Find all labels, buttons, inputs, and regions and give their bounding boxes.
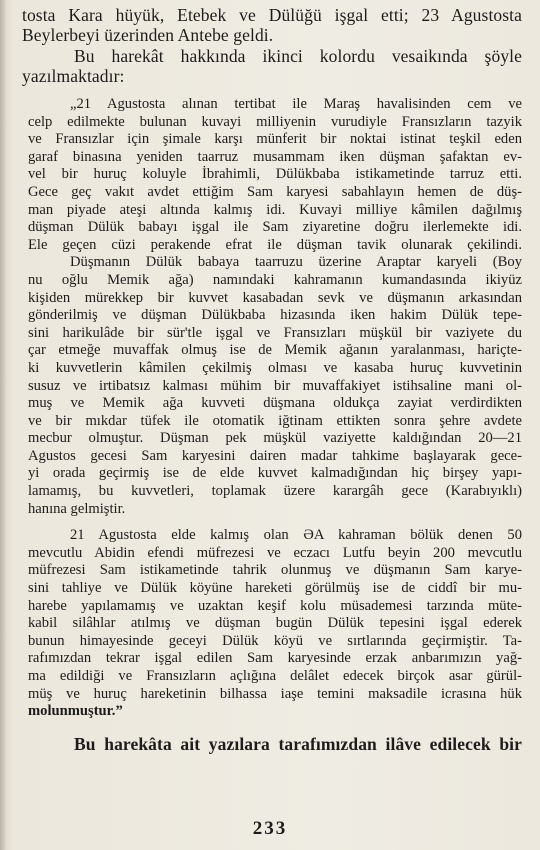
text-line: 21 Agustosta elde kalmış olan ƏA kahraman bölük denen 50 xyxy=(70,527,522,544)
page-number: 233 xyxy=(252,818,288,839)
text-line: vel bir huruç koluyle İbrahimli, Dülükbaba istikametinde tarruz etti. xyxy=(28,166,522,183)
text-line: man piyade ateşi altında kalmış idi. Kuvayi milliye kâmilen dağılmış xyxy=(28,201,522,218)
text-line: yi orada geçirmiş ise de elde kuvvet kalmadığından hiç birşey yapı- xyxy=(28,465,522,482)
text-line: tosta Kara hüyük, Etebek ve Dülüğü işgal etti; 23 Agustosta xyxy=(22,5,522,25)
text-line: lamamış, bu kuvvetleri, toplamak üzere karargâh gece (Karabıyıklı) xyxy=(28,483,522,500)
text-line: ve Fransızlar için şimale karşı münferit bir noktai istinat teşkil eden xyxy=(28,131,522,148)
text-line: susuz ve irtibatsız kalması mühim bir muvaffakiyet istihsaline mani ol- xyxy=(28,377,522,394)
final-paragraph xyxy=(22,735,522,755)
text-line: müfrezesi Sam istikametinde tahrik olunmuş ve düşmanın Sam karye- xyxy=(28,562,522,579)
text-line: sini harikulâde bir sür'tle işgal ve Fransızları müşkül bir vaziyete du xyxy=(28,324,522,341)
text-line: celp edilmekte bulunan kuvayi milliyenin vurudiyle Fransızların tazyik xyxy=(28,113,522,130)
text-line: gönderilmiş ve düşman Dülükbaba hizasında iken hakim Dülük tepe- xyxy=(28,307,522,324)
text-line: Beylerbeyi üzerinden Antebe geldi. xyxy=(22,24,274,45)
text-line: sini tahliye ve Dülük köyüne hareketi görülmüş ise de ciddî bir mu- xyxy=(28,580,522,597)
text-line: ki kuvvetlerin kâmilen çekilmiş olması ve kasaba huruç kuvvetinin xyxy=(28,359,522,376)
page-binding-edge xyxy=(0,0,6,850)
text-line: Bu harekât hakkında ikinci kolordu vesaikında şöyle xyxy=(74,46,522,66)
lead-paragraph xyxy=(22,47,522,67)
text-line: Bu harekâta ait yazılara tarafımızdan ilâve edilecek bir xyxy=(74,733,522,754)
text-line: ve bir mıkdar tüfek ile otomatik iğtinam ettikten sonra şehre avdete xyxy=(28,412,522,429)
text-line: Düşmanın Dülük babaya taarruzu üzerine Araptar karyeli (Boy xyxy=(70,254,522,271)
text-line: yazılmaktadır: xyxy=(22,65,125,86)
intro-paragraph xyxy=(22,6,522,45)
text-line: Ele geçen cüzi perakende efrat ile düşman tavik olunarak çekilindi. xyxy=(28,236,522,253)
text-line: çar etmeğe muvaffak olmuş ise de Memik ağanın yaralanması, hariçte- xyxy=(28,342,522,359)
text-line: düşman Dülük babayı işgal ile Sam ziyaretine doğru ilerlemekte idi. xyxy=(28,219,522,236)
text-line: bunun himayesinde geceyi Dülük köyü ve sırtlarında geçirmiştir. Ta- xyxy=(28,632,522,649)
text-line: muş ve Memik ağa kuvveti düşmana oldukça zayiat verdirdikten xyxy=(28,395,522,412)
text-line: garaf binasına yeniden taarruz musammam iken düşman şafaktan ev- xyxy=(28,148,522,165)
text-line: Gece geç vakıt avdet ettiğim Sam karyesi sabahlayın hemen de düş- xyxy=(28,183,522,200)
text-line: nu oğlu Memik ağa) namındaki kahramanın kumandasında ikiyüz xyxy=(28,271,522,288)
quote-paragraph-3 xyxy=(22,527,522,721)
text-line: „21 Agustosta alınan tertibat ile Maraş havalisinden cem ve xyxy=(70,96,522,112)
page-body xyxy=(22,6,522,754)
text-line: müş ve huruç hareketinin bilhassa iaşe temini maksadile icrasına hük xyxy=(28,685,522,702)
text-line: ma edildiği ve Fransızların açlığına delâlet edecek birçok asar gürül- xyxy=(28,668,522,684)
text-line: rafımızdan tekrar işgal edilen Sam karyesinde erzak anbarımızın yağ- xyxy=(28,650,522,667)
text-line: Agustos gecesi Sam karyesini dairen madar tahkime başlayarak gece- xyxy=(28,447,522,464)
text-line: mevcutlu Abidin efendi müfrezesi ve eczacı Lutfu beyin 200 mevcutlu xyxy=(28,544,522,561)
lead-paragraph-continued xyxy=(22,67,522,87)
quote-paragraph-1 xyxy=(22,96,522,254)
text-line: molunmuştur.” xyxy=(28,703,123,720)
quote-paragraph-2 xyxy=(22,254,522,518)
text-line: harebe yapılamamış ve uzaktan keşif kolu müsademesi tarzında müte- xyxy=(28,597,522,614)
text-line: kişiden mürekkep bir kuvvet kasabadan sevk ve düşmanın arkasından xyxy=(28,289,522,306)
text-line: kabil silâhlar atılmış ve düşman bugün Dülük tepesini işgal ederek xyxy=(28,615,522,632)
text-line: hanına gelmiştir. xyxy=(28,500,126,517)
text-line: mecbur olmuştur. Düşman pek müşkül vaziyette kaldığından 20—21 xyxy=(28,430,522,447)
